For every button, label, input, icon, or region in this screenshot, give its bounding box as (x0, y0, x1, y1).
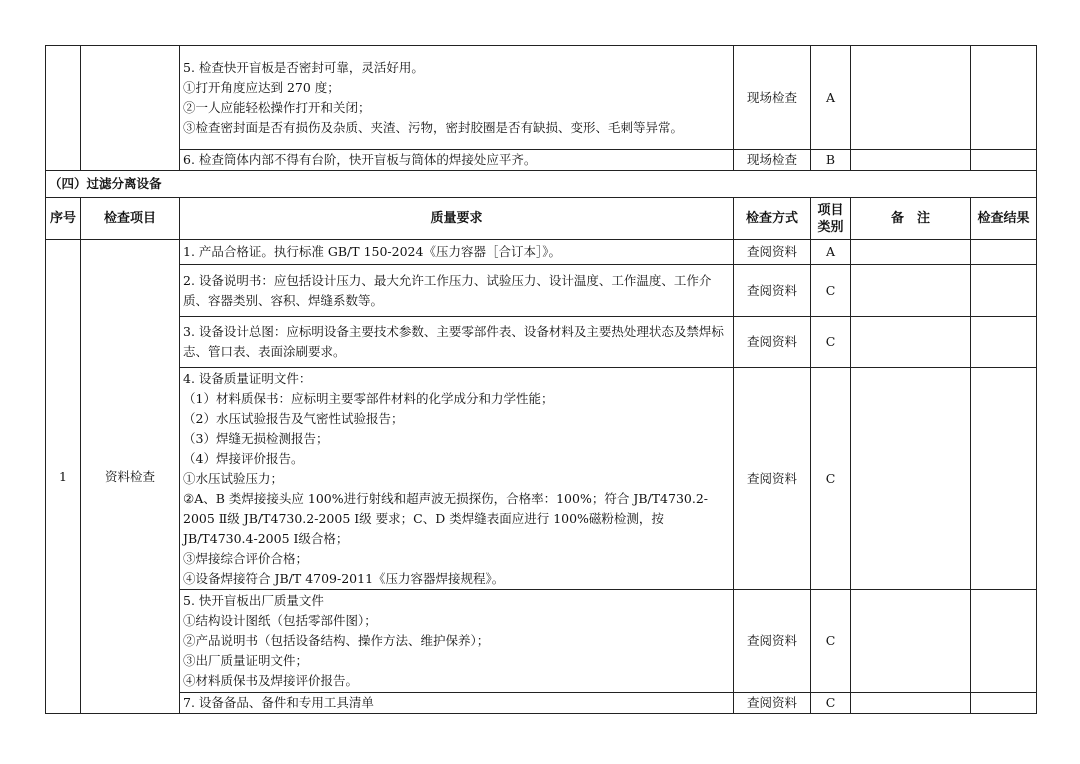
method-cell: 查阅资料 (734, 590, 811, 693)
requirement-line: ②一人应能轻松操作打开和关闭； (183, 99, 371, 115)
requirement-line: 4. 设备质量证明文件： (183, 370, 312, 386)
requirement-line: ②产品说明书（包括设备结构、操作方法、维护保养）； (183, 633, 490, 648)
category-cell: C (811, 590, 851, 693)
method-cell: 现场检查 (734, 150, 811, 171)
requirement-line: ①结构设计图纸（包括零部件图）； (183, 613, 377, 628)
requirement-line: ④设备焊接符合 JB/T 4709-2011《压力容器焊接规程》。 (183, 570, 505, 586)
method-cell: 查阅资料 (734, 368, 811, 590)
requirement-cell (180, 317, 734, 368)
requirement-line: 3. 设备设计总图：应标明设备主要技术参数、主要零部件表、设备材料及主要热处理状态及禁焊标志、管口表、表面涂刷要求。 (183, 324, 724, 359)
section-row (46, 171, 1037, 198)
method-cell: 查阅资料 (734, 265, 811, 317)
header-row (46, 198, 1037, 240)
requirement-line: （2）水压试验报告及气密性试验报告； (183, 410, 404, 426)
requirement-line: ①打开角度应达到 270 度； (183, 79, 340, 95)
table-row (46, 590, 1037, 693)
section-title: （四）过滤分离设备 (46, 171, 1037, 198)
requirement-line: （1）材料质保书：应标明主要零部件材料的化学成分和力学性能； (183, 390, 554, 406)
requirement-cell (180, 265, 734, 317)
header-method: 检查方式 (734, 198, 811, 240)
remark-cell (851, 590, 971, 693)
seq-cell (46, 46, 81, 171)
header-remark: 备 注 (851, 198, 971, 240)
requirement-cell (180, 590, 734, 693)
table-row (46, 317, 1037, 368)
seq-cell: 1 (46, 240, 81, 714)
remark-cell (851, 693, 971, 714)
category-cell: A (811, 240, 851, 265)
category-cell: C (811, 368, 851, 590)
category-cell: C (811, 317, 851, 368)
requirement-line: ②A、B 类焊接接头应 100%进行射线和超声波无损探伤，合格率：100%；符合 JB/T4730.2-2005 Ⅱ级 JB/T4730.2-2005 Ⅰ级 要求；C、D 类焊缝表面应进行 100%磁粉检测，按 JB/T4730.4-2005 Ⅰ级合格； (183, 490, 709, 546)
table-row (46, 240, 1037, 265)
requirement-line: 2. 设备说明书：应包括设计压力、最大允许工作压力、试验压力、设计温度、工作温度、工作介质、容器类别、容积、焊缝系数等。 (183, 272, 712, 308)
requirement-line: ③检查密封面是否有损伤及杂质、夹渣、污物，密封胶圈是否有缺损、变形、毛刺等异常。 (183, 119, 684, 135)
remark-cell (851, 240, 971, 265)
requirement-line: ①水压试验压力； (183, 470, 284, 486)
remark-cell (851, 46, 971, 150)
result-cell (971, 265, 1037, 317)
method-cell: 查阅资料 (734, 240, 811, 265)
remark-cell (851, 317, 971, 368)
table-row (46, 693, 1037, 714)
category-cell: B (811, 150, 851, 171)
header-quality: 质量要求 (180, 198, 734, 240)
requirement-line: （3）焊缝无损检测报告； (183, 430, 329, 446)
category-cell: A (811, 46, 851, 150)
header-seq: 序号 (46, 198, 81, 240)
method-cell: 查阅资料 (734, 317, 811, 368)
header-result: 检查结果 (971, 198, 1037, 240)
table-row (46, 46, 1037, 150)
result-cell (971, 693, 1037, 714)
requirement-cell (180, 368, 734, 590)
requirement-line: 5. 快开盲板出厂质量文件 (183, 593, 324, 608)
requirement-line: 5. 检查快开盲板是否密封可靠，灵活好用。 (183, 59, 424, 75)
remark-cell (851, 150, 971, 171)
requirement-line: 1. 产品合格证。执行标准 GB/T 150-2024《压力容器［合订本］》。 (183, 244, 561, 259)
inspection-table (45, 45, 1037, 714)
requirement-cell (180, 46, 734, 150)
item-cell: 资料检查 (81, 240, 180, 714)
result-cell (971, 368, 1037, 590)
header-item: 检查项目 (81, 198, 180, 240)
requirement-cell (180, 693, 734, 714)
result-cell (971, 150, 1037, 171)
requirement-line: 7. 设备备品、备件和专用工具清单 (183, 695, 374, 710)
table-row (46, 265, 1037, 317)
requirement-line: （4）焊接评价报告。 (183, 450, 304, 466)
result-cell (971, 240, 1037, 265)
result-cell (971, 46, 1037, 150)
category-cell: C (811, 693, 851, 714)
requirement-line: ③焊接综合评价合格； (183, 550, 309, 566)
table-row (46, 150, 1037, 171)
requirement-line: ④材料质保书及焊接评价报告。 (183, 673, 359, 688)
method-cell: 查阅资料 (734, 693, 811, 714)
method-cell: 现场检查 (734, 46, 811, 150)
requirement-cell (180, 240, 734, 265)
header-category: 项目类别 (811, 198, 851, 240)
result-cell (971, 590, 1037, 693)
requirement-cell (180, 150, 734, 171)
item-cell (81, 46, 180, 171)
requirement-line: 6. 检查筒体内部不得有台阶，快开盲板与筒体的焊接处应平齐。 (183, 152, 537, 167)
result-cell (971, 317, 1037, 368)
category-cell: C (811, 265, 851, 317)
requirement-line: ③出厂质量证明文件； (183, 653, 309, 668)
table-row (46, 368, 1037, 590)
remark-cell (851, 368, 971, 590)
remark-cell (851, 265, 971, 317)
